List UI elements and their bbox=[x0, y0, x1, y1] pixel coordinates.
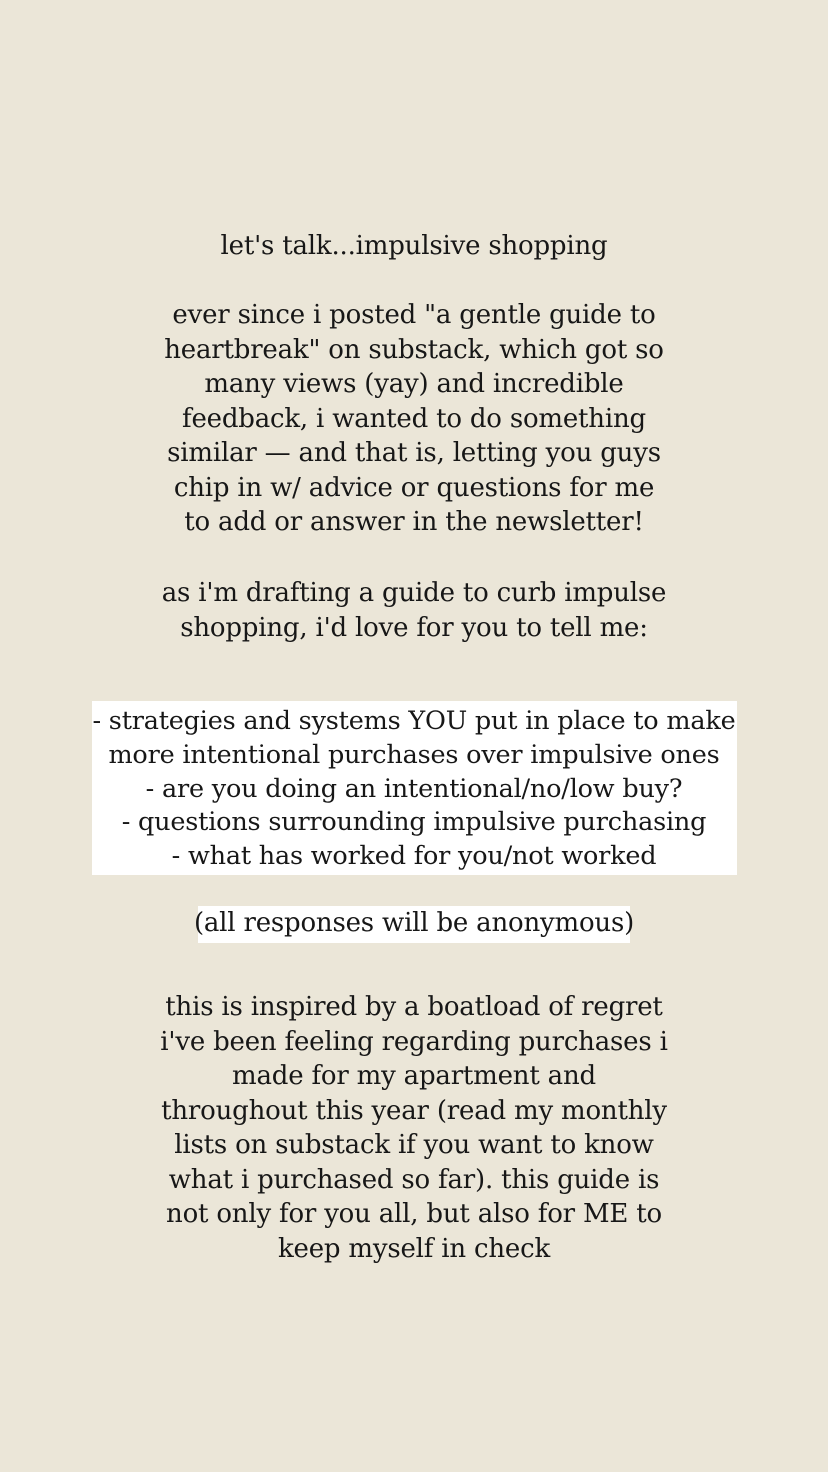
question-list-item: - what has worked for you/not worked bbox=[171, 841, 657, 872]
closing-line: lists on substack if you want to know bbox=[174, 1130, 654, 1160]
closing-line: i've been feeling regarding purchases i bbox=[160, 1026, 668, 1057]
drafting-line: shopping, i'd love for you to tell me: bbox=[180, 612, 648, 643]
question-list-item: - strategies and systems YOU put in place to make bbox=[92, 706, 736, 736]
closing-line: this is inspired by a boatload of regret bbox=[165, 992, 663, 1022]
closing-line: throughout this year (read my monthly bbox=[161, 1095, 667, 1126]
closing-line: made for my apartment and bbox=[232, 1061, 596, 1091]
anonymous-note-text: (all responses will be anonymous) bbox=[193, 908, 635, 938]
drafting-line: as i'm drafting a guide to curb impulse bbox=[161, 578, 667, 608]
question-list-item: more intentional purchases over impulsive ones bbox=[108, 739, 720, 770]
closing-line: what i purchased so far). this guide is bbox=[168, 1164, 660, 1195]
intro-line: ever since i posted "a gentle guide to bbox=[172, 300, 656, 330]
title-text: let's talk...impulsive shopping bbox=[220, 231, 608, 261]
intro-paragraph bbox=[0, 298, 828, 540]
question-list bbox=[0, 705, 828, 874]
intro-line: many views (yay) and incredible bbox=[204, 369, 624, 399]
intro-line: to add or answer in the newsletter! bbox=[184, 507, 644, 537]
closing-paragraph bbox=[0, 990, 828, 1266]
drafting-paragraph bbox=[0, 576, 828, 645]
question-list-item: - are you doing an intentional/no/low buy? bbox=[145, 773, 683, 804]
intro-line: chip in w/ advice or questions for me bbox=[173, 472, 655, 503]
intro-line: feedback, i wanted to do something bbox=[182, 403, 646, 434]
story-title bbox=[0, 229, 828, 264]
intro-line: heartbreak" on substack, which got so bbox=[164, 334, 664, 365]
closing-line: keep myself in check bbox=[277, 1233, 551, 1264]
closing-line: not only for you all, but also for ME to bbox=[166, 1199, 662, 1229]
intro-line: similar — and that is, letting you guys bbox=[167, 438, 661, 468]
question-list-item: - questions surrounding impulsive purchasing bbox=[121, 807, 707, 838]
anonymous-note bbox=[0, 906, 828, 941]
